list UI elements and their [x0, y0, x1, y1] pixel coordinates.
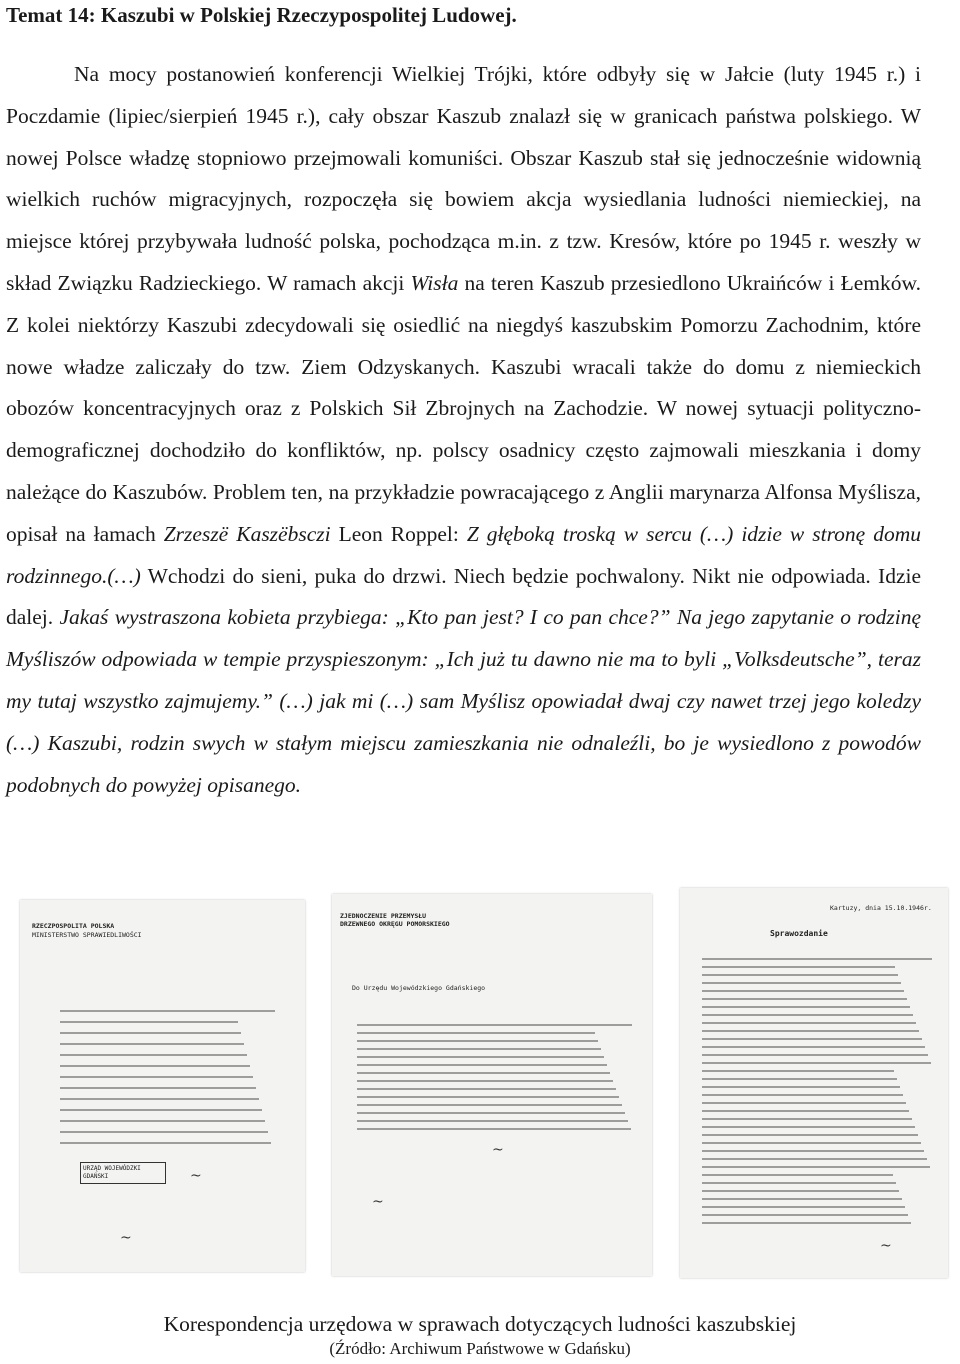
typed-line [702, 1126, 915, 1128]
typed-line [357, 1056, 604, 1058]
doc2-header: ZJEDNOCZENIE PRZEMYSŁU DRZEWNEGO OKRĘGU POMORSKIEGO [340, 912, 450, 928]
typed-line [702, 1142, 921, 1144]
typed-line [357, 1048, 601, 1050]
typed-line [702, 1190, 899, 1192]
typed-line [702, 990, 904, 992]
typed-line [702, 1006, 910, 1008]
typed-line [60, 1087, 256, 1089]
doc1-stamp: URZĄD WOJEWÓDZKI GDAŃSKI [80, 1162, 166, 1184]
typed-line [702, 1078, 897, 1080]
doc2-handwriting: ~ [372, 1194, 384, 1210]
typed-line [60, 1054, 247, 1056]
typed-line [702, 1118, 912, 1120]
typed-line [702, 1086, 900, 1088]
typed-line [60, 1076, 253, 1078]
figure-source: (Źródło: Archiwum Państwowe w Gdańsku) [329, 1339, 631, 1358]
document-scan-1 [20, 900, 305, 1272]
typed-line [60, 1021, 238, 1023]
typed-line [702, 958, 932, 960]
typed-line [702, 1094, 903, 1096]
typed-line [702, 1158, 927, 1160]
quote-2: Jakaś wystraszona kobieta przybiega: „Kto pan jest? I co pan chce?” Na jego zapytanie o rodzinę Myśliszów odpowiada w tempie przyspieszonym: „Ich już tu dawno nie ma to byli „Volksdeutsche”, teraz my tutaj wszystko zajmujemy.” (…) jak mi (…) sam Myślisz opowiadał dwaj czy nawet trzej jego koledzy (…) Kaszubi, rodzin swych w stałym miejscu zamieszkania nie odnaleźli, bo je wysiedlono z powodów podobnych do powyżej opisanego. [6, 605, 921, 797]
document-scan-3 [680, 888, 948, 1278]
typed-line [357, 1104, 622, 1106]
typed-line [60, 1043, 244, 1045]
typed-line [702, 1222, 911, 1224]
typed-line [357, 1032, 595, 1034]
typed-line [357, 1088, 616, 1090]
wisla-term: Wisła [410, 270, 459, 295]
typed-line [702, 1166, 930, 1168]
zrzesze-title: Zrzeszë Kaszëbsczi [163, 521, 331, 546]
typed-line [702, 1214, 908, 1216]
typed-line [702, 1054, 928, 1056]
typed-line [357, 1064, 607, 1066]
typed-line [357, 1096, 619, 1098]
typed-line [702, 1182, 896, 1184]
body-text-3: Leon Roppel: [330, 521, 467, 546]
doc2-signature: ~ [492, 1142, 504, 1158]
typed-line [60, 1032, 241, 1034]
typed-line [702, 1022, 916, 1024]
doc1-subheader: MINISTERSTWO SPRAWIEDLIWOŚCI [32, 931, 142, 939]
typed-line [702, 1070, 894, 1072]
typed-line [702, 982, 901, 984]
page-title: Temat 14: Kaszubi w Polskiej Rzeczypospolitej Ludowej. [6, 3, 517, 27]
doc2-addressee: Do Urzędu Wojewódzkiego Gdańskiego [352, 984, 486, 992]
typed-line [60, 1010, 275, 1012]
body-text-4: Wchodzi do sieni, puka do drzwi. Niech będzie pochwalony. Nikt nie odpowiada. Idzie dalej. [6, 563, 921, 630]
typed-line [60, 1098, 259, 1100]
typed-line [702, 1174, 893, 1176]
doc3-date: Kartuzy, dnia 15.10.1946r. [830, 904, 932, 912]
typed-line [702, 1038, 922, 1040]
doc1-signature: ~ [190, 1168, 202, 1184]
typed-line [357, 1128, 631, 1130]
typed-line [702, 1030, 919, 1032]
typed-line [357, 1040, 598, 1042]
archival-documents [20, 888, 945, 1278]
typed-line [702, 966, 895, 968]
typed-line [702, 1102, 906, 1104]
typed-line [60, 1120, 265, 1122]
document-scan-2 [332, 894, 652, 1276]
typed-line [60, 1142, 271, 1144]
body-text-1: Na mocy postanowień konferencji Wielkiej Trójki, które odbyły się w Jałcie (luty 1945 r.) i Poczdamie (lipiec/sierpień 1945 r.), cały obszar Kaszub znalazł się w granicach państwa polskiego. W nowej Polsce władzę stopniowo przejmowali komuniści. Obszar Kaszub stał się jednocześnie widownią wielkich ruchów migracyjnych, rozpoczęła się bowiem akcja wysiedlania ludności niemieckiej, na miejsce której przybywała ludność polska, pochodząca m.in. z tzw. Kresów, które po 1945 r. weszły w skład Związku Radzieckiego. W ramach akcji [6, 62, 921, 295]
typed-line [60, 1109, 262, 1111]
doc3-signature: ~ [880, 1238, 892, 1254]
body-text-2: na teren Kaszub przesiedlono Ukraińców i Łemków. Z kolei niektórzy Kaszubi zdecydowali się osiedlić na niegdyś kaszubskim Pomorzu Zachodnim, które nowe władze zaliczały do tzw. Ziem Odzyskanych. Kaszubi wracali także do domu z niemieckich obozów koncentracyjnych oraz z Polskich Sił Zbrojnych na Zachodzie. W nowej sytuacji polityczno-demograficznej dochodziło do konfliktów, np. polscy osadnicy często zajmowali mieszkania i domy należące do Kaszubów. Problem ten, na przykładzie powracającego z Anglii marynarza Alfonsa Myślisza, opisał na łamach [6, 270, 921, 546]
typed-line [357, 1024, 632, 1026]
figure-caption: Korespondencja urzędowa w sprawach dotyczących ludności kaszubskiej [163, 1312, 797, 1336]
typed-line [702, 1014, 913, 1016]
typed-line [357, 1120, 628, 1122]
typed-line [60, 1131, 268, 1133]
typed-line [357, 1112, 625, 1114]
doc1-header: RZECZPOSPOLITA POLSKA [32, 922, 115, 930]
typed-line [702, 1046, 925, 1048]
doc3-header: Sprawozdanie [770, 929, 828, 938]
typed-line [702, 1134, 918, 1136]
doc1-initials: ~ [120, 1230, 132, 1246]
typed-line [357, 1080, 613, 1082]
typed-line [702, 1062, 931, 1064]
typed-line [702, 1110, 909, 1112]
typed-line [702, 1206, 905, 1208]
quote-1: Z głęboką troską w sercu (…) idzie w stronę domu rodzinnego.(…) [6, 521, 921, 588]
body-paragraph [6, 54, 921, 806]
typed-line [357, 1072, 610, 1074]
typed-line [702, 1198, 902, 1200]
typed-line [60, 1065, 250, 1067]
typed-line [702, 1150, 924, 1152]
typed-line [702, 974, 898, 976]
typed-line [702, 998, 907, 1000]
